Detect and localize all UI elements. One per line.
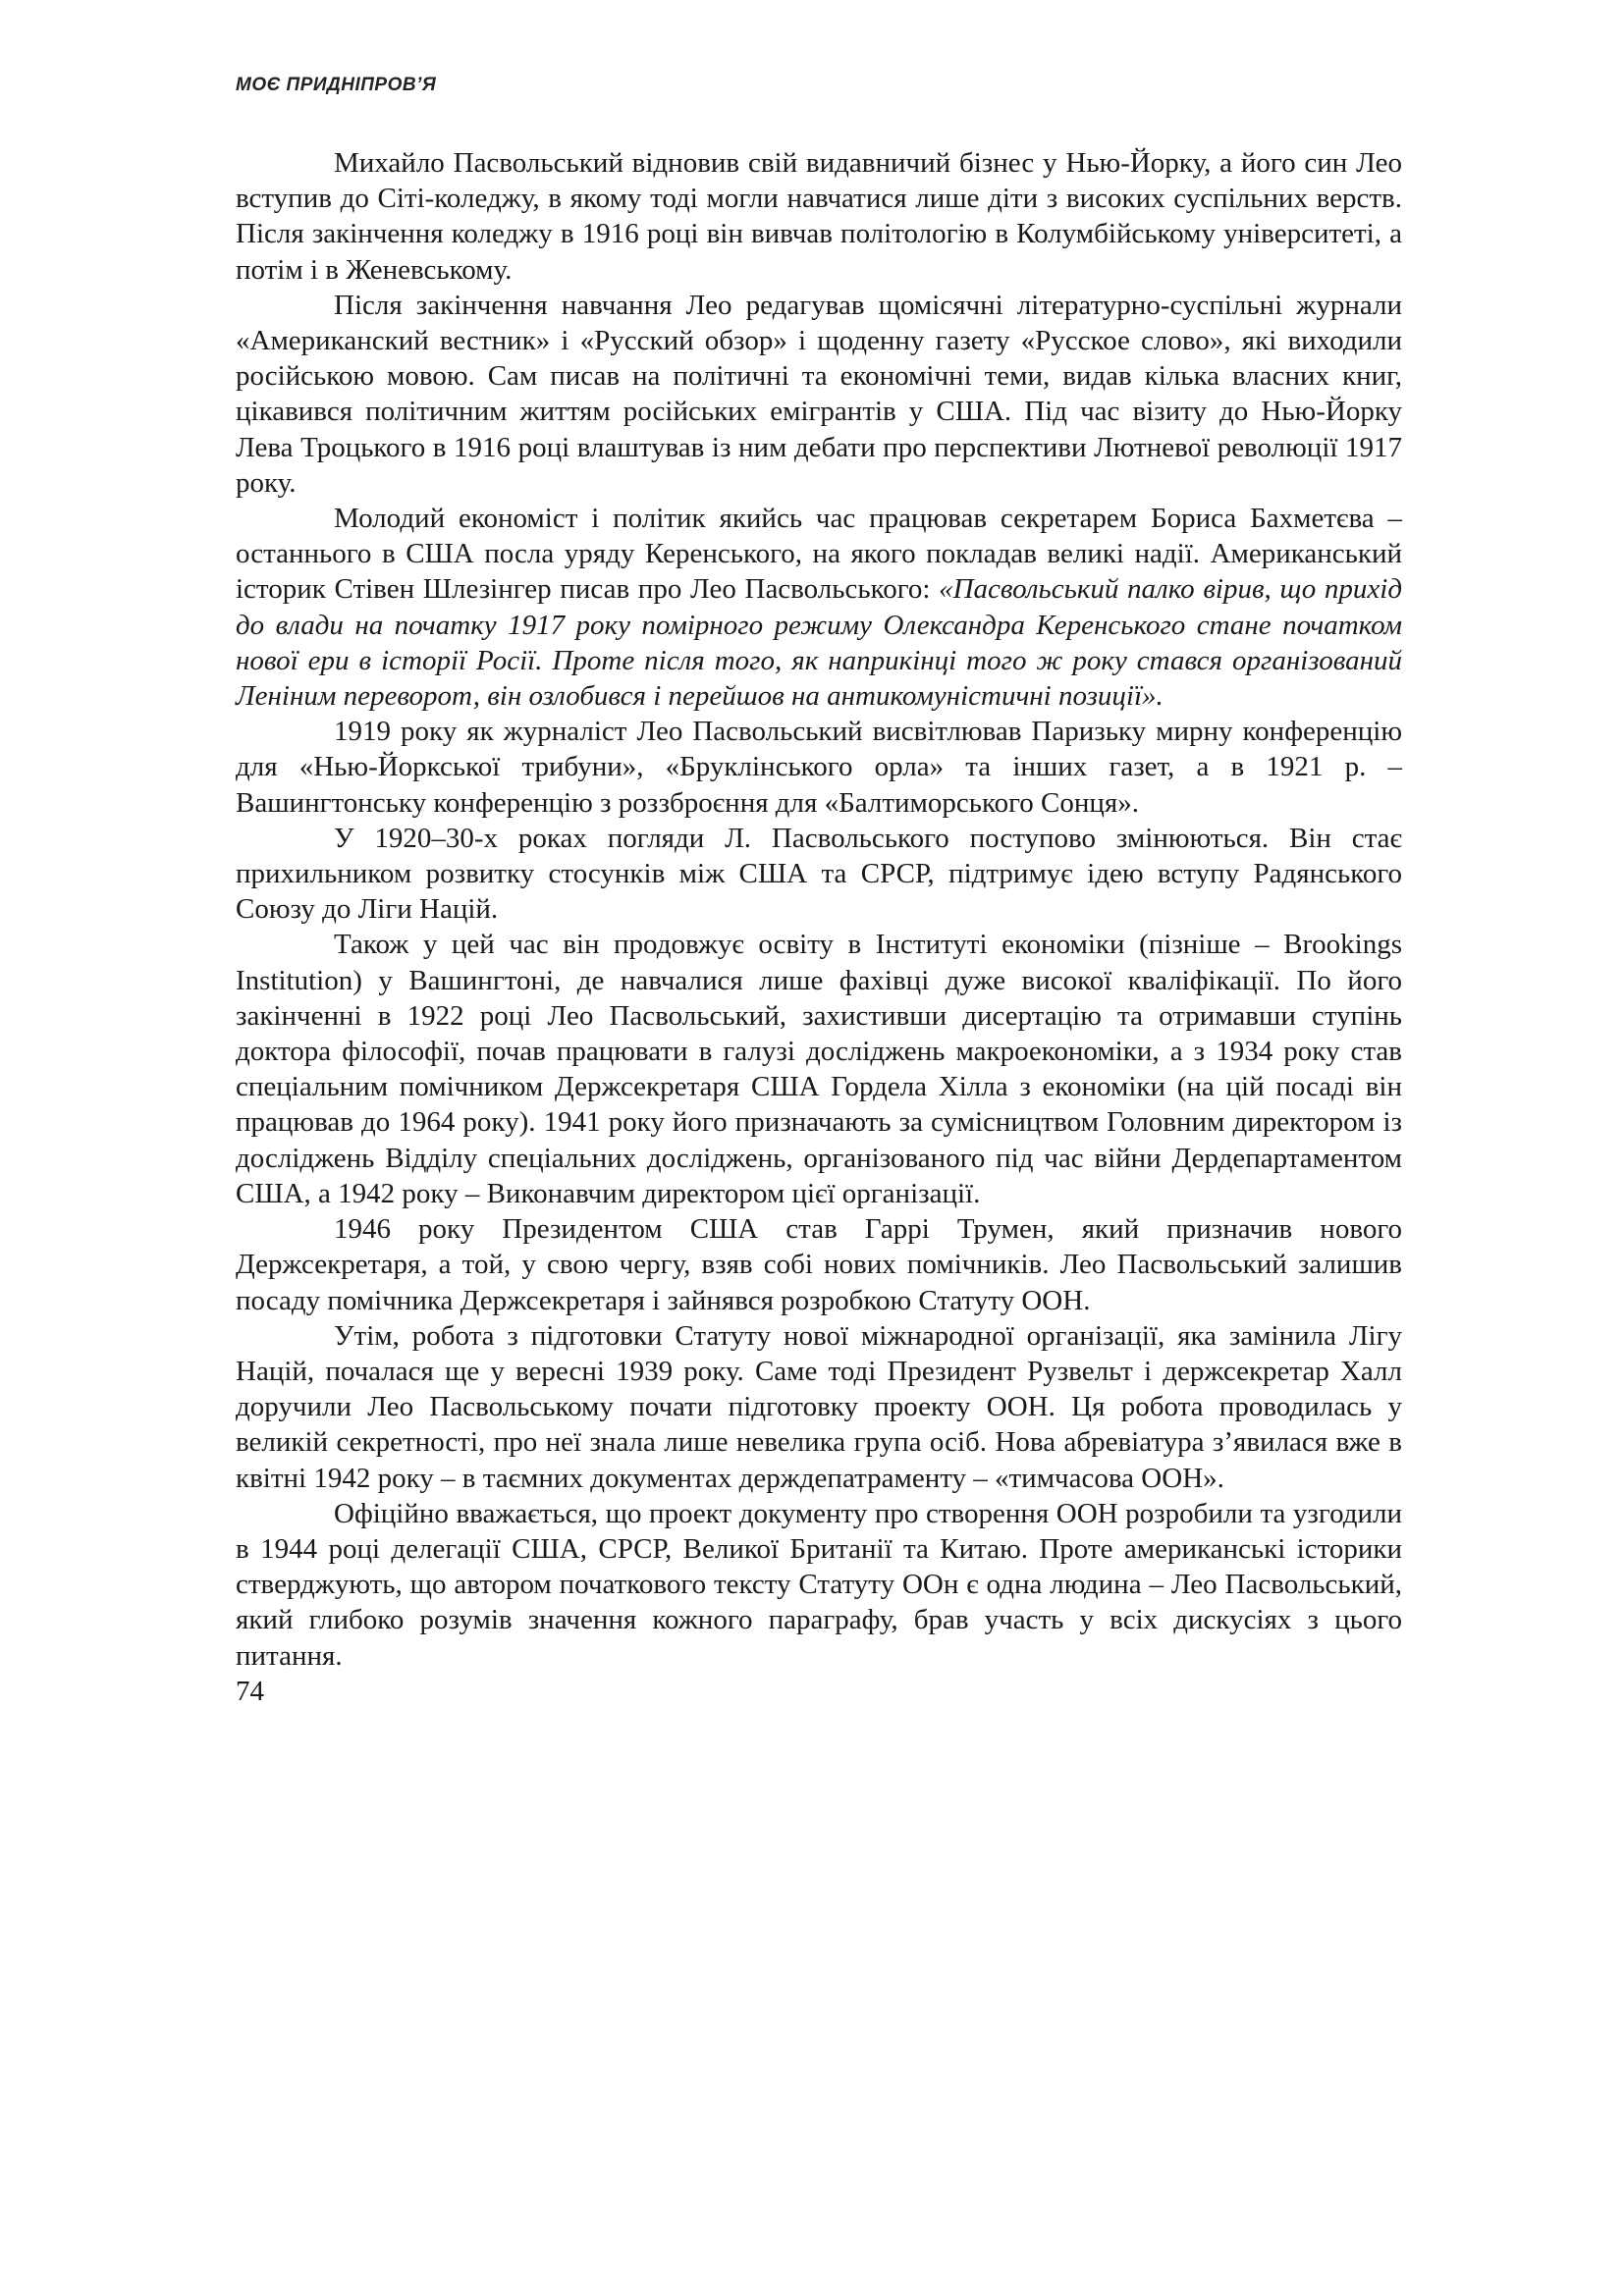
paragraph-1: Михайло Пасвольський відновив свій видавничий бізнес у Нью-Йорку, а його син Лео вступив до Сіті-коледжу, в якому тоді могли навчатися лише діти з високих суспільних верств. Після закінчення коледжу в 1916 році він вивчав політологію в Колумбійському університеті, а потім і в Женевському. [236,147,1402,286]
paragraph-9: Офіційно вважається, що проект документу про створення ООН розробили та узгодили в 1944 році делегації США, СРСР, Великої Британії та Китаю. Проте американські історики стверджують, що автором початкового тексту Статуту ООн є одна людина – Лео Пасвольський, який глибоко розумів значення кожного параграфу, брав участь у всіх дискусіях з цього питання. [236,1497,1402,1672]
paragraph-8: Утім, робота з підготовки Статуту нової міжнародної організації, яка замінила Лігу Націй, почалася ще у вересні 1939 року. Саме тоді Президент Рузвельт і держсекретар Халл доручили Лео Пасвольському почати підготовку проекту ООН. Ця робота проводилась у великій секретності, про неї знала лише невелика група осіб. Нова абревіатура з’явилася вже в квітні 1942 року – в таємних документах держдепатраменту – «тимчасова ООН». [236,1319,1402,1494]
page-number: 74 [236,1675,264,1707]
running-header: МОЄ ПРИДНІПРОВ’Я [236,75,437,95]
body-text [236,145,1402,1709]
paragraph-5: У 1920–30-х роках погляди Л. Пасвольського поступово змінюються. Він стає прихильником розвитку стосунків між США та СРСР, підтримує ідею вступу Радянського Союзу до Ліги Націй. [236,822,1402,926]
paragraph-3-intro: Молодий економіст і політик якийсь час працював секретарем Бориса Бахметєва – останнього в США посла уряду Керенського, на якого покладав великі надії. Американський історик Стівен Шлезінгер писав про Лео Пасвольського: [236,503,1402,606]
paragraph-7: 1946 року Президентом США став Гаррі Трумен, який призначив нового Держсекретаря, а той, у свою чергу, взяв собі нових помічників. Лео Пасвольський залишив посаду помічника Держсекретаря і зайнявся розробкою Статуту ООН. [236,1213,1402,1316]
paragraph-2: Після закінчення навчання Лео редагував щомісячні літературно-суспільні журнали «Американский вестник» і «Русский обзор» і щоденну газету «Русское слово», які виходили російською мовою. Сам писав на політичні та економічні теми, видав кілька власних книг, цікавився політичним життям російських емігрантів у США. Під час візиту до Нью-Йорку Лева Троцького в 1916 році влаштував із ним дебати про перспективи Лютневої революції 1917 року. [236,289,1402,499]
paragraph-3 [236,501,1402,714]
paragraph-6: Також у цей час він продовжує освіту в Інституті економіки (пізніше – Brookings Institution) у Вашингтоні, де навчалися лише фахівці дуже високої кваліфікації. По його закінченні в 1922 році Лео Пасвольський, захистивши дисертацію та отримавши ступінь доктора філософії, почав працювати в галузі досліджень макроекономіки, а з 1934 року став спеціальним помічником Держсекретаря США Гордела Хілла з економіки (на цій посаді він працював до 1964 року). 1941 року його призначають за сумісництвом Головним директором із досліджень Відділу спеціальних досліджень, організованого під час війни Дердепартаментом США, а 1942 року – Виконавчим директором цієї організації. [236,929,1402,1209]
paragraph-4: 1919 року як журналіст Лео Пасвольський висвітлював Паризьку мирну конференцію для «Нью-Йоркської трибуни», «Бруклінського орла» та інших газет, а в 1921 р. – Вашингтонську конференцію з роззброєння для «Балтиморського Сонця». [236,716,1402,819]
schlesinger-quote: «Пасвольський палко вірив, що прихід до влади на початку 1917 року помірного режиму Олександра Керенського стане початком нової ери в історії Росії. Проте після того, як наприкінці того ж року стався організований Леніним переворот, він озлобився і перейшов на антикомуністичні позиції». [236,573,1402,713]
